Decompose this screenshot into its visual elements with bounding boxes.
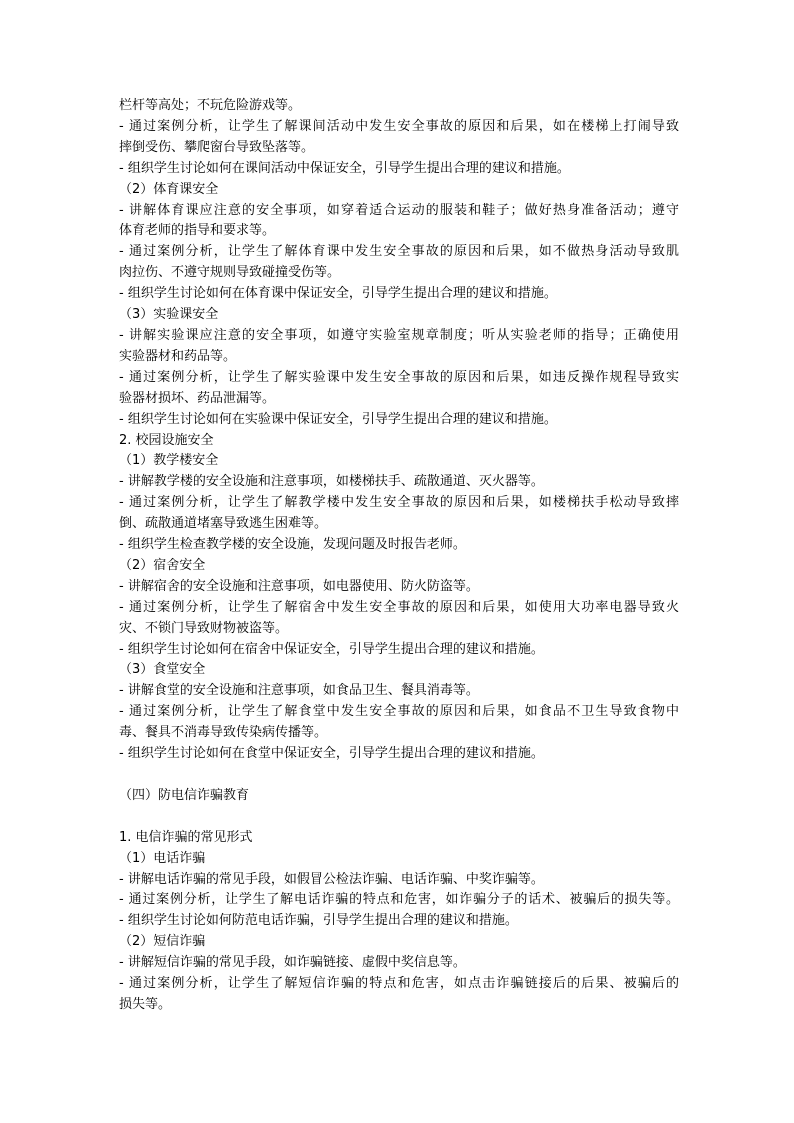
text-line: （1）电话诈骗 (119, 850, 206, 866)
text-line: - 组织学生讨论如何在实验课中保证安全，引导学生提出合理的建议和措施。 (119, 411, 557, 427)
text-line: （2）宿舍安全 (119, 557, 206, 573)
text-line: - 通过案例分析，让学生了解教学楼中发生安全事故的原因和后果，如楼梯扶手松动导致摔 (119, 495, 679, 511)
text-line: - 讲解食堂的安全设施和注意事项，如食品卫生、餐具消毒等。 (119, 683, 479, 699)
text-line: 肉拉伤、不遵守规则导致碰撞受伤等。 (119, 265, 341, 281)
text-line: 体育老师的指导和要求等。 (119, 223, 276, 239)
blank-line (119, 807, 679, 828)
text-line: - 讲解实验课应注意的安全事项，如遵守实验室规章制度；听从实验老师的指导；正确使用 (119, 327, 679, 343)
text-line: - 通过案例分析，让学生了解短信诈骗的特点和危害，如点击诈骗链接后的后果、被骗后的 (119, 976, 679, 992)
text-line: （3）实验课安全 (119, 307, 219, 323)
text-line: - 通过案例分析，让学生了解电话诈骗的特点和危害，如诈骗分子的话术、被骗后的损失等。 (119, 892, 679, 908)
text-line: 倒、疏散通道堵塞导致逃生困难等。 (119, 516, 328, 532)
text-line: 2. 校园设施安全 (119, 432, 214, 448)
text-line: - 通过案例分析，让学生了解食堂中发生安全事故的原因和后果，如食品不卫生导致食物中 (119, 704, 679, 720)
text-line: （1）教学楼安全 (119, 453, 219, 469)
text-line: - 组织学生讨论如何在课间活动中保证安全，引导学生提出合理的建议和措施。 (119, 160, 570, 176)
text-line: 1. 电信诈骗的常见形式 (119, 829, 253, 845)
text-line: 灾、不锁门导致财物被盗等。 (119, 620, 289, 636)
text-line: - 通过案例分析，让学生了解课间活动中发生安全事故的原因和后果，如在楼梯上打闹导致 (119, 118, 679, 134)
text-line: - 讲解短信诈骗的常见手段，如诈骗链接、虚假中奖信息等。 (119, 955, 466, 971)
text-line: 毒、餐具不消毒导致传染病传播等。 (119, 725, 328, 741)
text-line: 验器材损坏、药品泄漏等。 (119, 390, 276, 406)
text-line: - 通过案例分析，让学生了解体育课中发生安全事故的原因和后果，如不做热身活动导致肌 (119, 244, 679, 260)
text-line: 实验器材和药品等。 (119, 348, 237, 364)
text-line: - 讲解宿舍的安全设施和注意事项，如电器使用、防火防盗等。 (119, 578, 479, 594)
text-line: - 讲解教学楼的安全设施和注意事项，如楼梯扶手、疏散通道、灭火器等。 (119, 474, 544, 490)
text-line: - 组织学生检查教学楼的安全设施，发现问题及时报告老师。 (119, 537, 466, 553)
text-line: - 组织学生讨论如何在宿舍中保证安全，引导学生提出合理的建议和措施。 (119, 641, 544, 657)
text-line: - 通过案例分析，让学生了解实验课中发生安全事故的原因和后果，如违反操作规程导致实 (119, 369, 679, 385)
document-body (119, 96, 679, 1016)
text-line: - 讲解电话诈骗的常见手段，如假冒公检法诈骗、电话诈骗、中奖诈骗等。 (119, 871, 544, 887)
text-line: 栏杆等高处；不玩危险游戏等。 (119, 98, 302, 113)
text-line: - 通过案例分析，让学生了解宿舍中发生安全事故的原因和后果，如使用大功率电器导致火 (119, 599, 679, 615)
text-line: 摔倒受伤、攀爬窗台导致坠落等。 (119, 139, 315, 155)
text-line: （2）短信诈骗 (119, 934, 206, 950)
text-line: （四）防电信诈骗教育 (119, 787, 250, 803)
text-line: - 组织学生讨论如何在体育课中保证安全，引导学生提出合理的建议和措施。 (119, 286, 557, 302)
text-line: - 组织学生讨论如何在食堂中保证安全，引导学生提出合理的建议和措施。 (119, 746, 544, 762)
text-line: （3）食堂安全 (119, 662, 206, 678)
text-line: - 讲解体育课应注意的安全事项，如穿着适合运动的服装和鞋子；做好热身准备活动；遵守 (119, 202, 679, 218)
text-line: - 组织学生讨论如何防范电话诈骗，引导学生提出合理的建议和措施。 (119, 913, 518, 929)
blank-line (119, 765, 679, 786)
text-line: （2）体育课安全 (119, 181, 219, 197)
text-line: 损失等。 (119, 996, 172, 1012)
